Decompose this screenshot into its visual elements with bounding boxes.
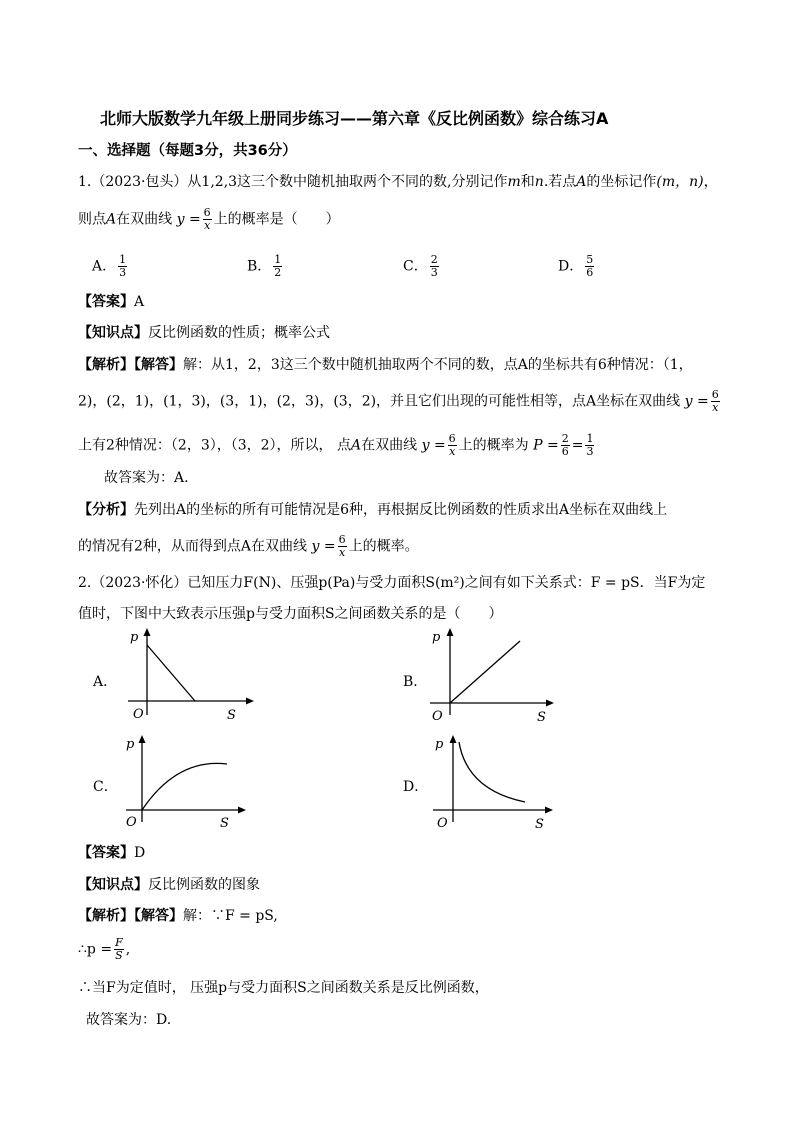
y-arrow [139,735,146,743]
q1-stem-line2: 则点A在双曲线 y = $\frac{6}{x}$ 上的概率是（ ） [78,206,340,232]
q1-option-a: A． $\frac{1}{3}$ [92,253,127,279]
p-label: p [130,630,139,645]
y-arrow [447,628,454,636]
y-arrow [450,735,457,743]
origin-label: O [133,707,144,722]
q2-answer: 【答案】D [78,845,146,861]
graph-curve [459,742,525,802]
q2-graph-c [122,730,262,830]
s-label: S [227,708,236,723]
q1-solution-line3: 上有2种情况：（2，3），（3，2），所以， 点A在双曲线 y = $\frac{6}{x}$ 上的概率为 P = $\frac{2}{6}$ = $\frac{1}{3}$ [78,432,594,458]
q2-graph-d [425,730,560,830]
x-arrow [545,807,553,814]
p-label: p [432,630,441,645]
x-arrow [246,698,254,705]
q1-solution-line2: 2)，(2，1)，(1，3)，(3，1)，(2，3)，(3，2)，并且它们出现的可能性相等，点A坐标在双曲线 y = $\frac{6}{x}$ [78,388,719,414]
q2-stem-line2: 值时，下图中大致表示压强p与受力面积S之间函数关系的是（ ） [78,606,503,622]
q1-option-d: D． $\frac{5}{6}$ [558,253,594,279]
s-label: S [535,817,544,830]
section-heading: 一、选择题（每题3分，共36分） [78,143,297,159]
origin-label: O [432,709,443,724]
page-title: 北师大版数学九年级上册同步练习——第六章《反比例函数》综合练习A [100,109,609,128]
origin-label: O [437,816,448,830]
x-arrow [238,807,246,814]
graph-line [450,641,520,703]
s-label: S [537,710,546,725]
fraction: $\frac{6}{x}$ [203,206,211,232]
q2-stem-line1: 2.（2023·怀化）已知压力F(N)、压强p(Pa)与受力面积S(m²)之间有如下关系式：F = pS．当F为定 [78,575,706,591]
q2-option-c-label: C． [93,779,118,795]
q2-graph-a [120,625,260,725]
p-label: p [435,737,444,752]
p-label: p [126,737,135,752]
graph-line [147,645,195,701]
q2-solution-line3: ∴当F为定值时， 压强p与受力面积S之间函数关系是反比例函数， [78,980,489,996]
q2-knowledge-point: 【知识点】反比例函数的图象 [78,877,260,893]
q1-analysis-line1: 【分析】先列出A的坐标的所有可能情况是6种，再根据反比例函数的性质求出A坐标在双曲线上 [78,502,668,518]
q1-option-c: C． $\frac{2}{3}$ [403,253,438,279]
q2-solution-line1: 【解析】【解答】解：∵F = pS, [78,908,278,924]
q1-answer: 【答案】A [78,294,145,310]
q1-option-b: B． $\frac{1}{2}$ [247,253,282,279]
q1-knowledge-point: 【知识点】反比例函数的性质；概率公式 [78,325,330,341]
graph-curve [142,763,227,810]
q1-solution-line1: 【解析】【解答】解：从1，2，3这三个数中随机抽取两个不同的数，点A的坐标共有6种情况：（1， [78,357,693,373]
q1-analysis-line2: 的情况有2种，从而得到点A在双曲线 y = $\frac{6}{x}$ 上的概率。 [78,533,419,559]
x-arrow [546,700,554,707]
q2-option-d-label: D． [403,779,429,795]
q2-conclusion: 故答案为：D. [86,1012,172,1028]
s-label: S [220,816,229,830]
q2-option-b-label: B． [403,674,428,690]
q1-conclusion: 故答案为：A. [104,470,189,486]
q2-solution-line2: ∴p = $\frac{F}{S}$ , [78,936,131,962]
q2-option-a-label: A． [93,674,118,690]
q1-stem-line1: 1.（2023·包头）从1,2,3这三个数中随机抽取两个不同的数,分别记作m和n.若点A的坐标记作(m，n)， [78,174,718,190]
origin-label: O [126,815,137,830]
q2-graph-b [420,625,560,725]
y-arrow [144,628,151,636]
